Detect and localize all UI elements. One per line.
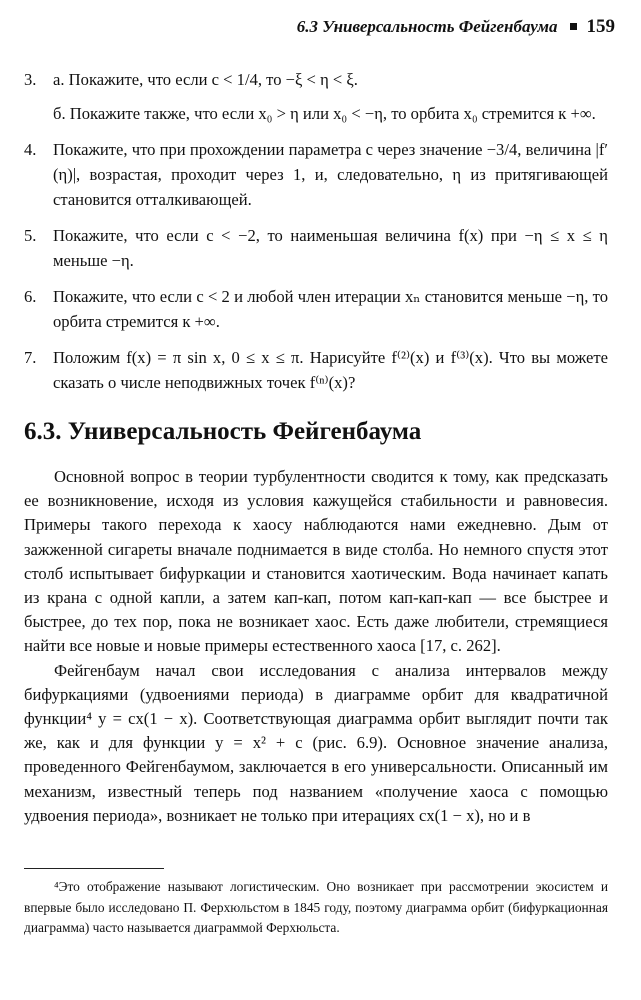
exercise-item (24, 345, 608, 395)
running-title: 6.3 Универсальность Фейгенбаума (296, 17, 558, 36)
exercise-number: 7. (24, 348, 37, 367)
paragraph: Основной вопрос в теории турбулентности сводится к тому, как предсказать ее возникновение, исходя из условия кажущейся стабильности и равновесия. Примеры такого перехода к хаосу наблюдаются нами ежедневно. Дым от зажженной сигареты вначале поднимается в виде столба. Но немного спустя этот столб испытывает бифуркации и становится хаотическим. Вода начинает капать из крана с одной капли, а затем кап-кап, потом кап-кап-кап — все быстрее и быстрее, до тех пор, пока не возникает хаос. Есть даже любители, стремящиеся найти все новые и новые примеры естественного хаоса [17, с. 262]. (24, 467, 608, 656)
section-heading: 6.3. Универсальность Фейгенбаума (24, 418, 422, 445)
square-bullet-icon (570, 23, 577, 30)
exercise-number: 6. (24, 287, 37, 306)
exercise-text: Покажите, что если c < 2 и любой член итерации xₙ становится меньше −η, то орбита стремится к +∞. (53, 287, 608, 331)
running-header (24, 16, 615, 38)
paragraph: Фейгенбаум начал свои исследования с анализа интервалов между бифуркациями (удвоениями периода) в диаграмме орбит для квадратичной функции⁴ y = cx(1 − x). Соответствующая диаграмма орбит выглядит почти так же, как и для функции y = x² + c (рис. 6.9). Основное значение анализа, проведенного Фейгенбаумом, заключается в его универсальности. Описанный им механизм, известный теперь под названием «получение хаоса с помощью удвоения периода», возникает не только при итерациях cx(1 − x), но и в (24, 660, 608, 825)
exercise-item (24, 223, 608, 273)
exercise-item (24, 137, 608, 212)
exercise-item (24, 67, 608, 126)
exercise-number: 3. (24, 70, 37, 89)
exercise-list (24, 67, 608, 406)
exercise-text: Покажите, что при прохождении параметра c через значение −3/4, величина |f′(η)|, возрастая, проходит через 1, и, следовательно, η из притягивающей становится отталкивающей. (53, 140, 608, 209)
footnote-rule (24, 868, 164, 869)
footnote: ⁴Это отображение называют логистическим. Оно возникает при рассмотрении экосистем и впервые было исследовано П. Ферхюльстом в 1845 году, поэтому диаграмма орбит (бифуркационная диаграмма) часто называется диаграммой Ферхюльста. (24, 879, 608, 935)
exercise-item (24, 284, 608, 334)
body-text (24, 465, 608, 828)
exercise-number: 5. (24, 226, 37, 245)
exercise-number: 4. (24, 140, 37, 159)
page-number: 159 (586, 16, 615, 37)
exercise-text: Покажите, что если c < −2, то наименьшая величина f(x) при −η ≤ x ≤ η меньше −η. (53, 226, 608, 270)
exercise-text: Положим f(x) = π sin x, 0 ≤ x ≤ π. Нарисуйте f⁽²⁾(x) и f⁽³⁾(x). Что вы можете сказать о числе неподвижных точек f⁽ⁿ⁾(x)? (53, 348, 608, 392)
exercise-text: б. Покажите также, что если x₀ > η или x₀ < −η, то орбита x₀ стремится к +∞. (53, 104, 596, 123)
exercise-text: а. Покажите, что если c < 1/4, то −ξ < η < ξ. (53, 70, 358, 89)
